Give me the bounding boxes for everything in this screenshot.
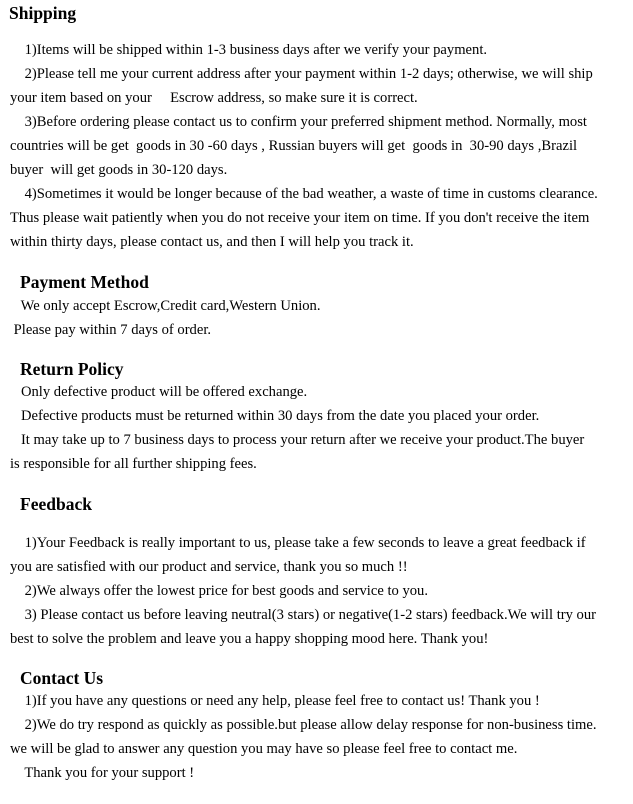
payment-line-2: Please pay within 7 days of order. xyxy=(10,322,212,338)
feedback-line-2: you are satisfied with our product and service, thank you so much !! xyxy=(10,559,408,575)
contact-line-3: we will be glad to answer any question you may have so please feel free to contact me. xyxy=(10,741,518,757)
return-policy-line-3: It may take up to 7 business days to process your return after we receive your product.The buyer xyxy=(10,432,585,448)
contact-heading: Contact Us xyxy=(20,668,104,688)
feedback-line-5: best to solve the problem and leave you a happy shopping mood here. Thank you! xyxy=(10,631,489,647)
return-policy-line-4: is responsible for all further shipping fees. xyxy=(10,456,257,472)
shipping-line-2: 2)Please tell me your current address after your payment within 1-2 days; otherwise, we will ship xyxy=(10,66,593,82)
shipping-line-3: your item based on your Escrow address, so make sure it is correct. xyxy=(10,90,418,106)
contact-line-4: Thank you for your support ! xyxy=(10,765,195,781)
payment-heading: Payment Method xyxy=(20,272,149,292)
feedback-line-3: 2)We always offer the lowest price for best goods and service to you. xyxy=(10,583,429,599)
feedback-line-4: 3) Please contact us before leaving neutral(3 stars) or negative(1-2 stars) feedback.We will try our xyxy=(10,607,597,623)
shipping-line-8: Thus please wait patiently when you do not receive your item on time. If you don't receive the item xyxy=(10,210,590,226)
feedback-heading: Feedback xyxy=(20,494,92,514)
shipping-line-6: buyer will get goods in 30-120 days. xyxy=(10,162,228,178)
shipping-line-5: countries will be get goods in 30 -60 days , Russian buyers will get goods in 30-90 days ,Brazil xyxy=(10,138,578,154)
shipping-line-4: 3)Before ordering please contact us to confirm your preferred shipment method. Normally, most xyxy=(10,114,587,130)
shipping-line-9: within thirty days, please contact us, and then I will help you track it. xyxy=(10,234,414,250)
feedback-line-1: 1)Your Feedback is really important to us, please take a few seconds to leave a great feedback if xyxy=(10,535,586,551)
return-policy-line-2: Defective products must be returned within 30 days from the date you placed your order. xyxy=(10,408,540,424)
shipping-line-7: 4)Sometimes it would be longer because of the bad weather, a waste of time in customs clearance. xyxy=(10,186,598,202)
contact-line-1: 1)If you have any questions or need any help, please feel free to contact us! Thank you ! xyxy=(10,693,540,709)
contact-line-2: 2)We do try respond as quickly as possible.but please allow delay response for non-business time. xyxy=(10,717,597,733)
return-policy-heading: Return Policy xyxy=(20,359,124,379)
payment-line-1: We only accept Escrow,Credit card,Western Union. xyxy=(10,298,321,314)
shipping-heading: Shipping xyxy=(9,3,77,23)
return-policy-line-1: Only defective product will be offered exchange. xyxy=(10,384,308,400)
shipping-line-1: 1)Items will be shipped within 1-3 business days after we verify your payment. xyxy=(10,42,488,58)
